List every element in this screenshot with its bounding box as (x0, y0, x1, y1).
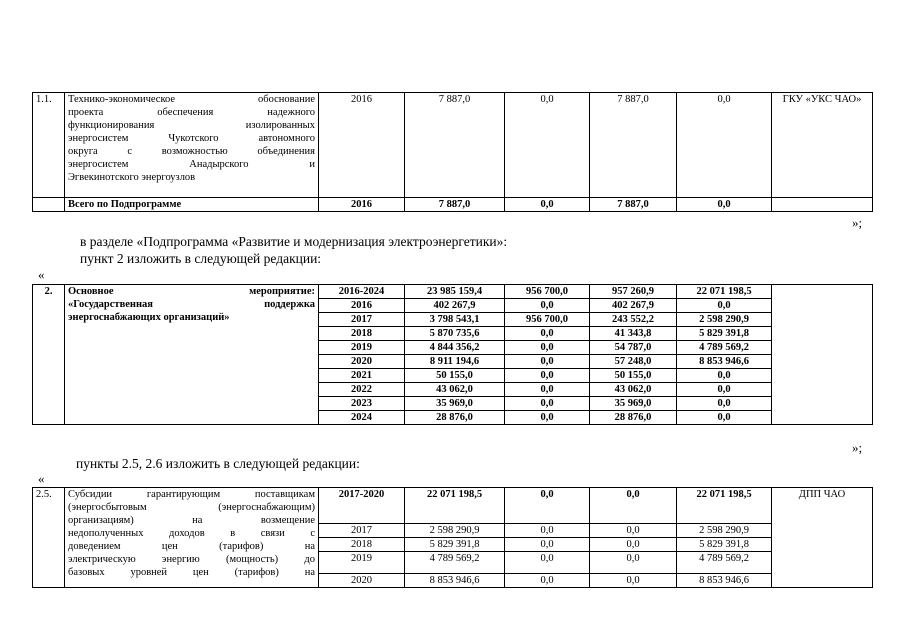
table-row: 2020 8 911 194,6 0,0 57 248,0 8 853 946,6 (33, 355, 873, 369)
table-row (33, 93, 873, 198)
table-subprogram-1 (32, 92, 873, 212)
opening-quote: « (38, 267, 45, 282)
row-number: 2. (33, 285, 65, 425)
table-row: 2018 5 829 391,8 0,0 0,0 5 829 391,8 (33, 538, 873, 552)
table-row: 2018 5 870 735,6 0,0 41 343,8 5 829 391,8 (33, 327, 873, 341)
table-row: Всего по Подпрограмме 2016 7 887,0 0,0 7 887,0 0,0 (33, 198, 873, 212)
table-row: 2021 50 155,0 0,0 50 155,0 0,0 (33, 369, 873, 383)
table-row: 2024 28 876,0 0,0 28 876,0 0,0 (33, 411, 873, 425)
table-row: 2023 35 969,0 0,0 35 969,0 0,0 (33, 397, 873, 411)
table-row: 2017 3 798 543,1 956 700,0 243 552,2 2 598 290,9 (33, 313, 873, 327)
table-row: 2022 43 062,0 0,0 43 062,0 0,0 (33, 383, 873, 397)
table-subsidies (32, 487, 873, 588)
event-name: Технико-экономическое обоснование проекта обеспечения надежного функционирования изолированных энергосистем Чукотского автономного округа с возможностью объединения энергосистем Анадырского и Эгвекинотского энергоузлов (65, 93, 319, 198)
table-main-event (32, 284, 873, 425)
event-name: Субсидии гарантирующим поставщикам (энергосбытовым (энергоснабжающим) организациям) на возмещение недополученных доходов в связи с доведением цен (тарифов) на электрическую энергию (мощность) до базовых уровней цен (тарифов) на (65, 488, 319, 588)
other-cell: 0,0 (677, 93, 772, 198)
opening-quote: « (38, 471, 45, 486)
paragraph: пункт 2 изложить в следующей редакции: (80, 251, 322, 266)
total-cell: 7 887,0 (405, 93, 505, 198)
row-number: 2.5. (33, 488, 65, 588)
closing-quote: »; (852, 215, 863, 230)
paragraph: пункты 2.5, 2.6 изложить в следующей редакции: (76, 456, 360, 471)
federal-cell: 0,0 (505, 93, 590, 198)
total-label: Всего по Подпрограмме (65, 198, 319, 212)
executor-cell: ДПП ЧАО (772, 488, 873, 588)
table-row: 2017 2 598 290,9 0,0 0,0 2 598 290,9 (33, 524, 873, 538)
table-row: 2020 8 853 946,6 0,0 0,0 8 853 946,6 (33, 574, 873, 588)
row-number: 1.1. (33, 93, 65, 198)
table-row: 2016 402 267,9 0,0 402 267,9 0,0 (33, 299, 873, 313)
okrug-cell: 7 887,0 (590, 93, 677, 198)
table-row: 2. Основное мероприятие: «Государственная поддержка энергоснабжающих организаций» 2016-2024 23 985 159,4 956 700,0 957 260,9 22 071 198,5 (33, 285, 873, 299)
year-cell: 2016 (319, 93, 405, 198)
event-name: Основное мероприятие: «Государственная поддержка энергоснабжающих организаций» (65, 285, 319, 425)
table-row: 2019 4 844 356,2 0,0 54 787,0 4 789 569,2 (33, 341, 873, 355)
table-row: 2.5. Субсидии гарантирующим поставщикам (энергосбытовым (энергоснабжающим) организациям) на возмещение недополученных доходов в связи с доведением цен (тарифов) на электрическую энергию (мощность) до базовых уровней цен (тарифов) на 2017-2020 22 071 198,5 0,0 0,0 22 071 198,5 ДПП ЧАО (33, 488, 873, 524)
executor-cell (772, 285, 873, 425)
paragraph: в разделе «Подпрограмма «Развитие и модернизация электроэнергетики»: (80, 234, 508, 249)
table-row: 2019 4 789 569,2 0,0 0,0 4 789 569,2 (33, 552, 873, 574)
closing-quote: »; (852, 440, 863, 455)
executor-cell: ГКУ «УКС ЧАО» (772, 93, 873, 198)
